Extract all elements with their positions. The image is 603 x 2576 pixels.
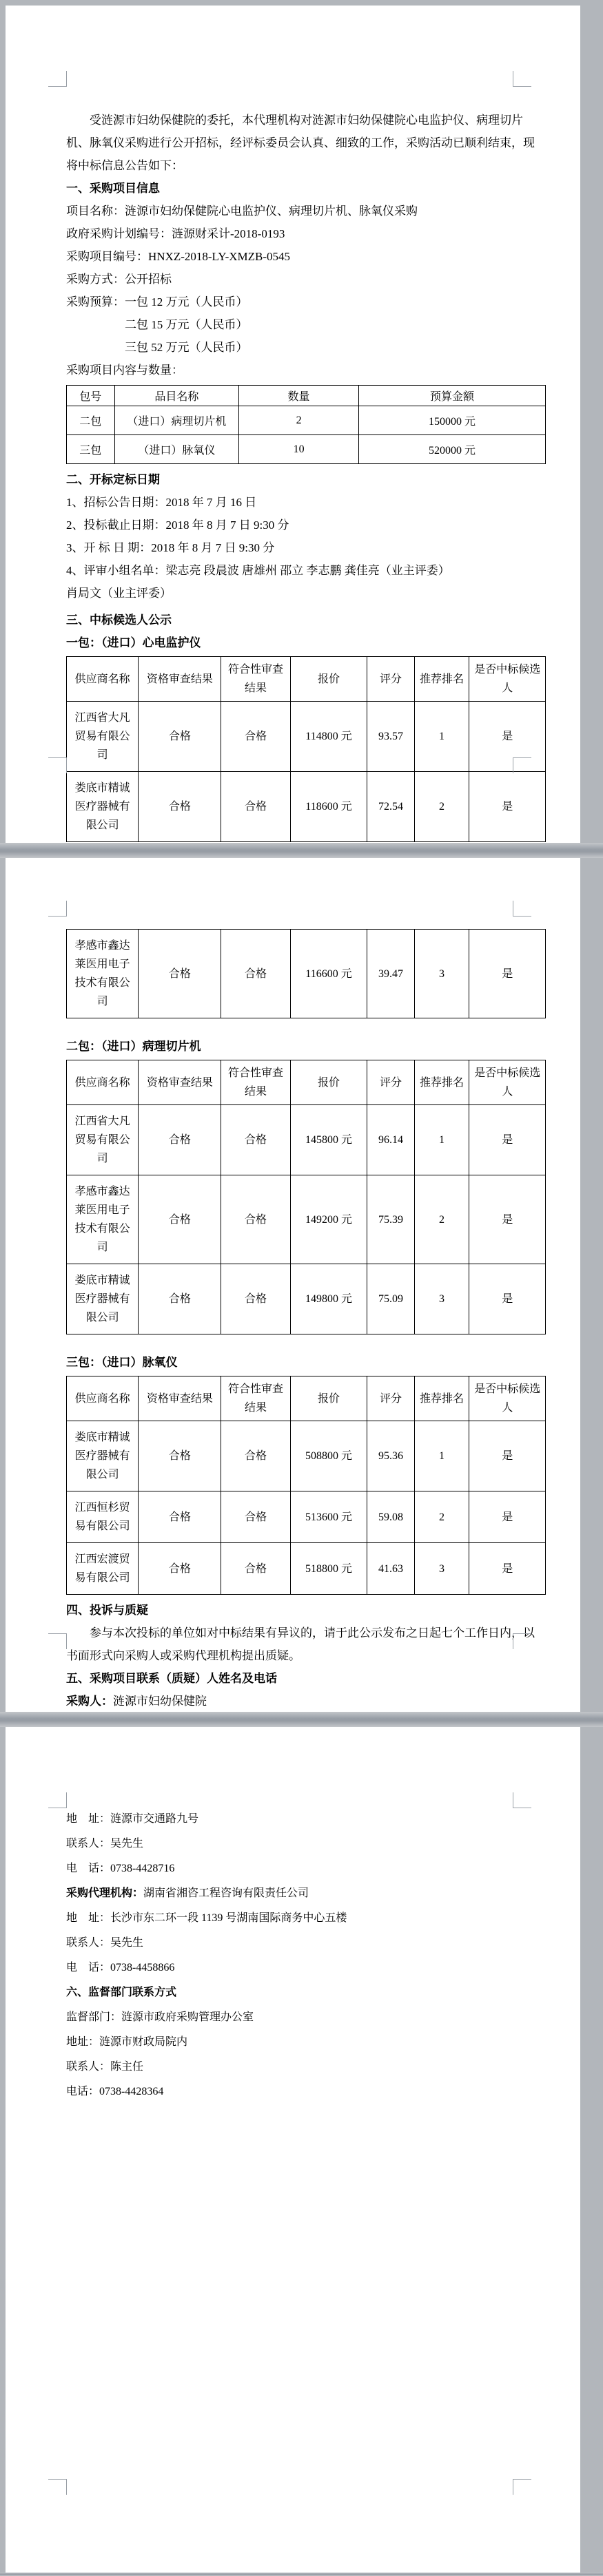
contact-label: 联系人： <box>66 1937 111 1949</box>
score-cell: 75.39 <box>367 1175 414 1264</box>
contact-value: 吴先生 <box>110 1838 144 1850</box>
header-cell: 供应商名称 <box>67 657 139 702</box>
bid-price-cell: 118600 元 <box>290 772 367 842</box>
header-cell: 是否中标候选人 <box>469 1376 546 1421</box>
crop-mark-top-right-icon <box>513 71 531 87</box>
purchaser-contact-line <box>66 1832 546 1856</box>
cell: 合格 <box>221 1491 290 1543</box>
header-cell: 符合性审查结果 <box>221 1060 290 1105</box>
section-4-title: 四、投诉与质疑 <box>66 1604 148 1617</box>
review-panel-line: 4、评审小组名单：梁志亮 段晨波 唐雄州 邵立 李志鹏 龚佳亮（业主评委） <box>66 564 450 577</box>
section-3-title: 三、中标候选人公示 <box>66 614 172 627</box>
cell: 合格 <box>221 772 290 842</box>
budget-line-2: 二包 15 万元（人民币） <box>125 318 248 331</box>
cell: 二包 <box>67 406 115 435</box>
bid-price-cell: 513600 元 <box>290 1491 367 1543</box>
candidate-cell: 是 <box>469 1543 546 1595</box>
document-page-1 <box>6 6 580 843</box>
award-header-row <box>67 1376 546 1421</box>
candidate-cell: 是 <box>469 1491 546 1543</box>
method-line: 采购方式：公开招标 <box>66 273 172 286</box>
header-cell: 符合性审查结果 <box>221 657 290 702</box>
address-value: 涟源市交通路九号 <box>110 1813 199 1825</box>
cell: 合格 <box>139 1175 221 1264</box>
rank-cell: 2 <box>414 1491 469 1543</box>
intro-paragraph: 受涟源市妇幼保健院的委托，本代理机构对涟源市妇幼保健院心电监护仪、病理切片机、脉氧仪采购进行公开招标，经评标委员会认真、细致的工作，采购活动已顺利结束，现将中标信息公告如下： <box>66 114 535 172</box>
crop-mark-top-left-icon <box>48 71 67 87</box>
rank-cell: 3 <box>414 1543 469 1595</box>
score-cell: 96.14 <box>367 1105 414 1175</box>
bid-price-cell: 116600 元 <box>290 930 367 1018</box>
page-gap-band <box>0 2573 603 2576</box>
open-date-line: 3、开 标 日 期：2018 年 8 月 7 日 9:30 分 <box>66 541 275 554</box>
section-6-title: 六、监督部门联系方式 <box>66 1987 177 1998</box>
cell: 合格 <box>139 1264 221 1334</box>
supplier-name-cell: 娄底市精诚医疗器械有限公司 <box>67 772 139 842</box>
purchaser-line <box>66 1690 546 1712</box>
crop-mark-bottom-left-icon <box>48 1633 67 1649</box>
header-cell: 品目名称 <box>114 386 239 406</box>
phone-value: 0738-4428716 <box>110 1863 175 1874</box>
plan-number-line: 政府采购计划编号：涟源财采计-2018-0193 <box>66 227 285 240</box>
bid-price-cell: 114800 元 <box>290 702 367 772</box>
address-label: 地 址： <box>66 1813 111 1825</box>
project-number-line: 采购项目编号：HNXZ-2018-LY-XMZB-0545 <box>66 250 291 263</box>
cell: 2 <box>239 406 359 435</box>
cell: 10 <box>239 435 359 464</box>
section-1-title: 一、采购项目信息 <box>66 182 160 195</box>
supervisor-contact-line: 联系人：陈主任 <box>66 2061 144 2073</box>
cell: 520000 元 <box>358 435 545 464</box>
page-gap-band <box>0 843 603 858</box>
candidate-cell: 是 <box>469 930 546 1018</box>
supplier-name-cell: 娄底市精诚医疗器械有限公司 <box>67 1264 139 1334</box>
header-cell: 数量 <box>239 386 359 406</box>
bid-price-cell: 518800 元 <box>290 1543 367 1595</box>
lot3-award-table <box>66 1376 546 1595</box>
lot3-title: 三包：（进口）脉氧仪 <box>66 1356 178 1369</box>
bid-price-cell: 149800 元 <box>290 1264 367 1334</box>
header-cell: 报价 <box>290 1376 367 1421</box>
header-cell: 报价 <box>290 657 367 702</box>
cell: 合格 <box>221 1421 290 1491</box>
cell: （进口）病理切片机 <box>114 406 239 435</box>
supplier-row <box>67 1421 546 1491</box>
project-name-line: 项目名称：涟源市妇幼保健院心电监护仪、病理切片机、脉氧仪采购 <box>66 205 418 218</box>
cell: 合格 <box>139 1491 221 1543</box>
purchaser-value: 涟源市妇幼保健院 <box>113 1695 207 1708</box>
score-cell: 93.57 <box>367 702 414 772</box>
header-cell: 供应商名称 <box>67 1376 139 1421</box>
score-cell: 41.63 <box>367 1543 414 1595</box>
section-2-title: 二、开标定标日期 <box>66 473 160 486</box>
supervisor-phone-line: 电话：0738-4428364 <box>66 2086 164 2097</box>
table-row <box>67 406 546 435</box>
contact-label: 联系人： <box>66 1838 111 1850</box>
supplier-row <box>67 1105 546 1175</box>
header-cell: 推荐排名 <box>414 657 469 702</box>
supplier-name-cell: 孝感市鑫达莱医用电子技术有限公司 <box>67 1175 139 1264</box>
score-cell: 75.09 <box>367 1264 414 1334</box>
cell: 150000 元 <box>358 406 545 435</box>
bid-price-cell: 508800 元 <box>290 1421 367 1491</box>
supplier-row <box>67 1264 546 1334</box>
crop-mark-top-left-icon <box>48 901 67 917</box>
header-cell: 供应商名称 <box>67 1060 139 1105</box>
phone-label: 电 话： <box>66 1863 111 1874</box>
cell: 合格 <box>221 1105 290 1175</box>
purchaser-address-line <box>66 1807 546 1832</box>
supplier-name-cell: 江西恒杉贸易有限公司 <box>67 1491 139 1543</box>
review-panel-wrap-line: 肖局文（业主评委） <box>66 587 172 600</box>
phone-label: 电 话： <box>66 1962 111 1973</box>
lot2-award-table <box>66 1060 546 1334</box>
header-cell: 评分 <box>367 657 414 702</box>
rank-cell: 3 <box>414 930 469 1018</box>
bid-price-cell: 149200 元 <box>290 1175 367 1264</box>
candidate-cell: 是 <box>469 702 546 772</box>
document-page-2 <box>6 858 580 1712</box>
crop-mark-bottom-right-icon <box>513 1633 531 1649</box>
candidate-cell: 是 <box>469 1105 546 1175</box>
deadline-line: 2、投标截止日期：2018 年 8 月 7 日 9:30 分 <box>66 519 289 532</box>
supplier-name-cell: 孝感市鑫达莱医用电子技术有限公司 <box>67 930 139 1018</box>
supplier-name-cell: 江西省大凡贸易有限公司 <box>67 702 139 772</box>
supervisor-line: 监督部门：涟源市政府采购管理办公室 <box>66 2011 254 2023</box>
header-cell: 资格审查结果 <box>139 1376 221 1421</box>
candidate-cell: 是 <box>469 1264 546 1334</box>
supplier-row <box>67 702 546 772</box>
announce-date-line: 1、招标公告日期：2018 年 7 月 16 日 <box>66 496 257 509</box>
lot1-award-table-continued <box>66 929 546 1018</box>
agency-phone-line <box>66 1956 546 1980</box>
cell: 合格 <box>221 1543 290 1595</box>
rank-cell: 2 <box>414 1175 469 1264</box>
candidate-cell: 是 <box>469 772 546 842</box>
cell: 合格 <box>139 772 221 842</box>
bid-price-cell: 145800 元 <box>290 1105 367 1175</box>
header-cell: 预算金额 <box>358 386 545 406</box>
phone-value: 0738-4458866 <box>110 1962 175 1973</box>
cell: 合格 <box>221 1264 290 1334</box>
header-cell: 资格审查结果 <box>139 1060 221 1105</box>
crop-mark-bottom-left-icon <box>48 757 67 773</box>
budget-line-3: 三包 52 万元（人民币） <box>125 341 248 354</box>
header-cell: 资格审查结果 <box>139 657 221 702</box>
document-page-3 <box>6 1727 580 2576</box>
cell: 合格 <box>139 930 221 1018</box>
supplier-name-cell: 江西宏渡贸易有限公司 <box>67 1543 139 1595</box>
cell: 三包 <box>67 435 115 464</box>
header-cell: 报价 <box>290 1060 367 1105</box>
page-gap-band <box>0 1712 603 1727</box>
rank-cell: 1 <box>414 702 469 772</box>
award-header-row <box>67 1060 546 1105</box>
cell: 合格 <box>139 1105 221 1175</box>
agency-value: 湖南省湘咨工程咨询有限责任公司 <box>143 1887 309 1899</box>
cell: 合格 <box>139 1543 221 1595</box>
lot1-title: 一包：（进口）心电监护仪 <box>66 636 201 649</box>
supplier-row <box>67 1175 546 1264</box>
candidate-cell: 是 <box>469 1175 546 1264</box>
agency-label: 采购代理机构： <box>66 1887 144 1899</box>
supervisor-address-line: 地址：涟源市财政局院内 <box>66 2036 188 2048</box>
supplier-name-cell: 娄底市精诚医疗器械有限公司 <box>67 1421 139 1491</box>
cell: 合格 <box>139 702 221 772</box>
agency-address-line <box>66 1906 546 1931</box>
table-row <box>67 435 546 464</box>
section-5-title: 五、采购项目联系（质疑）人姓名及电话 <box>66 1672 277 1685</box>
supplier-row <box>67 930 546 1018</box>
table-header-row <box>67 386 546 406</box>
purchaser-label: 采购人： <box>66 1695 113 1708</box>
lot2-title: 二包：（进口）病理切片机 <box>66 1040 201 1053</box>
contact-value: 吴先生 <box>110 1937 144 1949</box>
supplier-name-cell: 江西省大凡贸易有限公司 <box>67 1105 139 1175</box>
cell: 合格 <box>221 1175 290 1264</box>
cell: 合格 <box>221 930 290 1018</box>
crop-mark-top-right-icon <box>513 1792 531 1808</box>
cell: （进口）脉氧仪 <box>114 435 239 464</box>
content-quantity-label: 采购项目内容与数量： <box>66 364 183 377</box>
crop-mark-bottom-left-icon <box>48 2479 67 2495</box>
crop-mark-top-left-icon <box>48 1792 67 1808</box>
budget-line-1: 采购预算：一包 12 万元（人民币） <box>66 295 248 308</box>
agency-line <box>66 1881 546 1906</box>
cell: 合格 <box>221 702 290 772</box>
score-cell: 39.47 <box>367 930 414 1018</box>
rank-cell: 1 <box>414 1421 469 1491</box>
score-cell: 95.36 <box>367 1421 414 1491</box>
header-cell: 评分 <box>367 1376 414 1421</box>
cell: 合格 <box>139 1421 221 1491</box>
header-cell: 推荐排名 <box>414 1376 469 1421</box>
header-cell: 是否中标候选人 <box>469 1060 546 1105</box>
crop-mark-bottom-right-icon <box>513 2479 531 2495</box>
content-quantity-table <box>66 385 546 464</box>
candidate-cell: 是 <box>469 1421 546 1491</box>
agency-contact-line <box>66 1931 546 1956</box>
rank-cell: 2 <box>414 772 469 842</box>
rank-cell: 3 <box>414 1264 469 1334</box>
crop-mark-bottom-right-icon <box>513 757 531 773</box>
supplier-row <box>67 1491 546 1543</box>
supplier-row <box>67 772 546 842</box>
header-cell: 推荐排名 <box>414 1060 469 1105</box>
address-label: 地 址： <box>66 1912 111 1924</box>
header-cell: 符合性审查结果 <box>221 1376 290 1421</box>
purchaser-phone-line <box>66 1856 546 1881</box>
rank-cell: 1 <box>414 1105 469 1175</box>
supplier-row <box>67 1543 546 1595</box>
objection-paragraph: 参与本次投标的单位如对中标结果有异议的，请于此公示发布之日起七个工作日内，以书面形式向采购人或采购代理机构提出质疑。 <box>66 1626 535 1662</box>
crop-mark-top-right-icon <box>513 901 531 917</box>
address-value: 长沙市东二环一段 1139 号湖南国际商务中心五楼 <box>110 1912 347 1924</box>
score-cell: 72.54 <box>367 772 414 842</box>
header-cell: 是否中标候选人 <box>469 657 546 702</box>
lot1-award-table <box>66 656 546 842</box>
header-cell: 评分 <box>367 1060 414 1105</box>
score-cell: 59.08 <box>367 1491 414 1543</box>
header-cell: 包号 <box>67 386 115 406</box>
award-header-row <box>67 657 546 702</box>
